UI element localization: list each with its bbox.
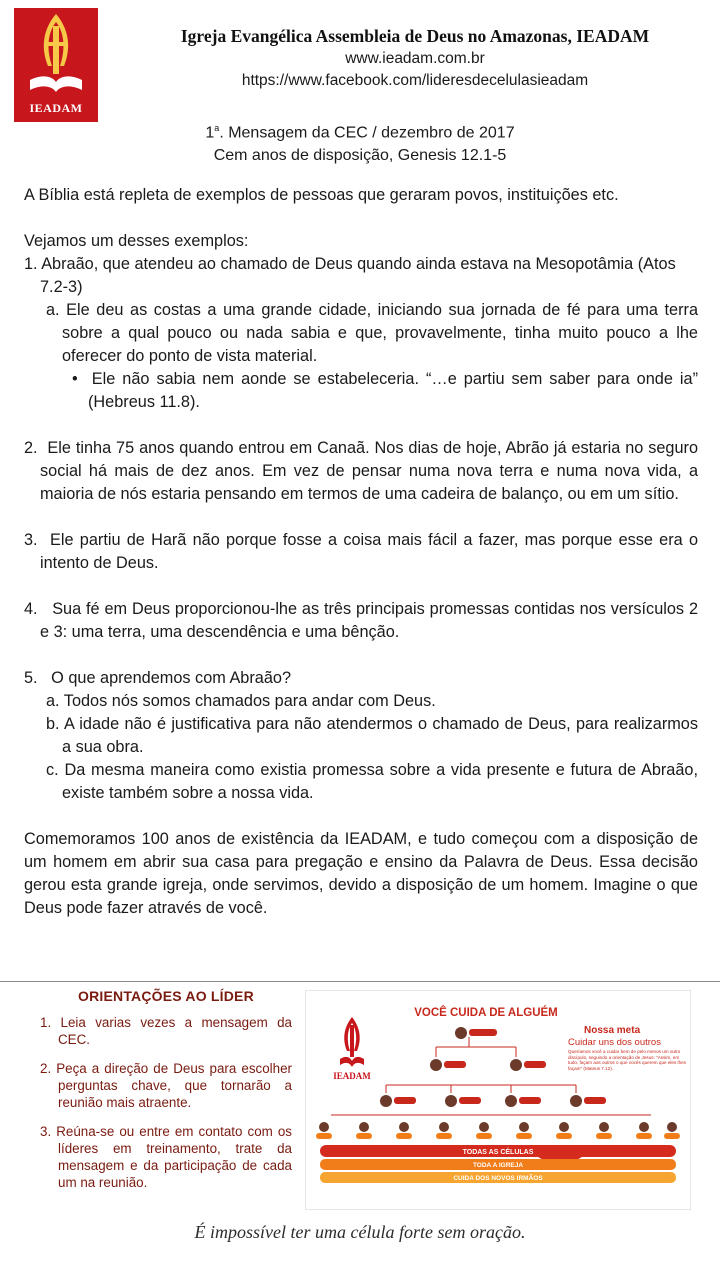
message-title-text: . Mensagem da CEC / dezembro de 2017 (219, 124, 515, 142)
list-item-5: 5. O que aprendemos com Abraão? (24, 669, 291, 687)
band-new-members-label: CUIDA DOS NOVOS IRMÃOS (453, 1175, 543, 1182)
care-infographic (305, 990, 691, 1210)
list-item-5b: b. A idade não é justificativa para não atendermos o chamado de Deus, para realizarmos a sua obra. (46, 715, 698, 756)
list-item-1a-bullet: • Ele não sabia nem aonde se estabeleceria. “…e partiu sem saber para onde ia” (Hebreus 11.8). (72, 370, 698, 411)
list-item-4: 4. Sua fé em Deus proporcionou-lhe as três principais promessas contidas nos versículos 2 e 3: uma terra, uma descendência e uma bênção. (24, 600, 698, 641)
closing-paragraph: Comemoramos 100 anos de existência da IEADAM, e tudo começou com a disposição de um homem em abrir sua casa para pregação e ensino da Palavra de Deus. Essa decisão gerou esta grande igreja, onde servimos, devido a disposição de um homem. Imagine o que Deus pode fazer através de você. (24, 830, 698, 917)
goal-text: Queríamos você a cuidar bem de pelo menos um outro discípulo, seguindo a orientação de Jesus: "Assim, em tudo, façam aos outros o que vocês querem que eles lhes façam" (Mateus 7.12). (568, 1049, 686, 1071)
band-whole-church-label: TODA A IGREJA (472, 1162, 524, 1169)
logo-text: IEADAM (29, 101, 83, 115)
message-subtitle: Cem anos de disposição, Genesis 12.1-5 (213, 147, 507, 165)
section-divider (0, 981, 720, 982)
church-name: Igreja Evangélica Assembleia de Deus no Amazonas, IEADAM (180, 26, 650, 46)
torch-bible-icon (14, 8, 98, 104)
page-header (110, 24, 720, 92)
goal-subtitle: Cuidar uns dos outros (568, 1037, 661, 1048)
message-body (24, 184, 698, 920)
message-number: 1 (205, 124, 215, 142)
guidance-item-3: 3. Reúna-se ou entre em contato com os líderes em treinamento, trate da mensagem e da participação de cada um na reunião. (40, 1124, 292, 1190)
infographic-title: VOCÊ CUIDA DE ALGUÉM (414, 1007, 558, 1019)
message-superscript: a (214, 123, 220, 133)
ieadam-logo (14, 8, 98, 122)
list-item-1a: a. Ele deu as costas a uma grande cidade, iniciando sua jornada de fé para uma terra sobre a qual pouco ou nada sabia e que, provavelmente, tinha muito pouco a lhe oferecer do ponto de vista material. (46, 301, 698, 365)
message-heading (0, 117, 720, 167)
band-all-cells-label: TODAS AS CÉLULAS (462, 1149, 534, 1156)
examples-intro: Vejamos um desses exemplos: (24, 232, 249, 250)
goal-text-box (568, 1049, 686, 1097)
list-item-1: 1. Abraão, que atendeu ao chamado de Deus quando ainda estava na Mesopotâmia (Atos 7.2-3) (24, 255, 676, 296)
guidance-item-2: 2. Peça a direção de Deus para escolher perguntas chave, que tornarão a reunião mais atraente. (40, 1061, 292, 1110)
guidance-item-1: 1. Leia varias vezes a mensagem da CEC. (40, 1015, 292, 1047)
list-item-2: 2. Ele tinha 75 anos quando entrou em Canaã. Nos dias de hoje, Abrão já estaria no seguro social há mais de dez anos. Em vez de pensar numa nova terra e numa nova vida, a maioria de nós estaria pensando em termos de uma cadeira de balanço, ou em um sítio. (24, 439, 698, 503)
intro-paragraph: A Bíblia está repleta de exemplos de pessoas que geraram povos, instituições etc. (24, 186, 619, 204)
list-item-3: 3. Ele partiu de Harã não porque fosse a coisa mais fácil a fazer, mas porque esse era o intento de Deus. (24, 531, 698, 572)
message-title (0, 117, 720, 144)
infographic-logo-text: IEADAM (333, 1071, 371, 1081)
footer-quote: É impossível ter uma célula forte sem oração. (194, 1222, 526, 1242)
leader-guidance (40, 988, 292, 1203)
list-item-5c: c. Da mesma maneira como existia promessa sobre a vida presente e futura de Abraão, existe também sobre a nossa vida. (46, 761, 698, 802)
website-link[interactable]: www.ieadam.com.br (345, 50, 485, 67)
list-item-5a: a. Todos nós somos chamados para andar com Deus. (46, 692, 436, 710)
goal-title: Nossa meta (584, 1025, 641, 1036)
guidance-title: ORIENTAÇÕES AO LÍDER (78, 988, 254, 1004)
infographic-logo (333, 1017, 371, 1081)
facebook-link[interactable]: https://www.facebook.com/lideresdecelulasieadam (241, 72, 589, 89)
care-tree-diagram (306, 991, 690, 1209)
